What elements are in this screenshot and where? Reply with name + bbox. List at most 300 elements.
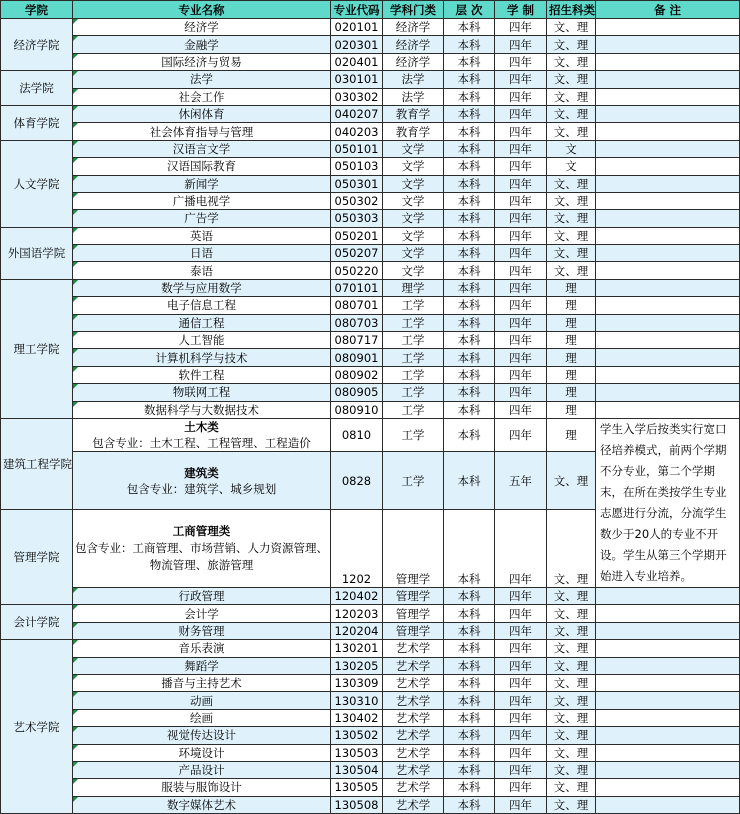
remark-empty-cell — [596, 262, 740, 279]
major-code-cell: 050302 — [331, 192, 383, 209]
level-cell: 本科 — [444, 36, 495, 53]
discipline-cell: 工学 — [383, 366, 444, 383]
major-code-cell: 130205 — [331, 657, 383, 674]
level-cell: 本科 — [444, 674, 495, 691]
remark-empty-cell — [596, 192, 740, 209]
discipline-cell: 文学 — [383, 227, 444, 244]
discipline-cell: 艺术学 — [383, 709, 444, 726]
major-name-cell: 服装与服饰设计 — [73, 779, 331, 796]
college-cell: 外国语学院 — [1, 227, 73, 279]
major-code-cell: 070101 — [331, 279, 383, 296]
table-row — [1, 709, 740, 726]
level-cell: 本科 — [444, 227, 495, 244]
remark-empty-cell — [596, 158, 740, 175]
major-name-cell: 经济学 — [73, 19, 331, 36]
duration-cell: 四年 — [495, 418, 547, 451]
discipline-cell: 工学 — [383, 384, 444, 401]
table-row — [1, 227, 740, 244]
table-body-groups — [1, 418, 740, 604]
subjects-cell: 理 — [547, 401, 596, 418]
table-row — [1, 384, 740, 401]
major-name-cell: 产品设计 — [73, 761, 331, 778]
remark-empty-cell — [596, 332, 740, 349]
subjects-cell: 文、理 — [547, 105, 596, 122]
duration-cell: 四年 — [495, 640, 547, 657]
remark-empty-cell — [596, 384, 740, 401]
table-row — [1, 657, 740, 674]
level-cell: 本科 — [444, 401, 495, 418]
major-code-cell: 050220 — [331, 262, 383, 279]
remark-empty-cell — [596, 657, 740, 674]
header-level: 层 次 — [444, 1, 495, 19]
duration-cell: 四年 — [495, 36, 547, 53]
discipline-cell: 经济学 — [383, 53, 444, 70]
major-code-cell: 130505 — [331, 779, 383, 796]
subjects-cell: 理 — [547, 366, 596, 383]
remark-empty-cell — [596, 761, 740, 778]
subjects-cell: 理 — [547, 332, 596, 349]
college-cell: 经济学院 — [1, 19, 73, 71]
header-discipline: 学科门类 — [383, 1, 444, 19]
major-name-cell: 广播电视学 — [73, 192, 331, 209]
major-name-cell: 数学与应用数学 — [73, 279, 331, 296]
discipline-cell: 管理学 — [383, 622, 444, 639]
major-code-cell: 040207 — [331, 105, 383, 122]
table-row — [1, 640, 740, 657]
duration-cell: 四年 — [495, 366, 547, 383]
subjects-cell: 文、理 — [547, 227, 596, 244]
major-name-cell: 社会体育指导与管理 — [73, 123, 331, 140]
table-row — [1, 674, 740, 691]
remark-empty-cell — [596, 640, 740, 657]
table-row — [1, 401, 740, 418]
duration-cell: 四年 — [495, 796, 547, 813]
duration-cell: 四年 — [495, 692, 547, 709]
major-code-cell: 080703 — [331, 314, 383, 331]
major-name-cell: 会计学 — [73, 605, 331, 622]
header-subjects: 招生科类 — [547, 1, 596, 19]
major-group-cell — [73, 451, 331, 510]
level-cell: 本科 — [444, 71, 495, 88]
subjects-cell: 文、理 — [547, 622, 596, 639]
discipline-cell: 文学 — [383, 245, 444, 262]
major-group-cell — [73, 510, 331, 588]
subjects-cell: 文、理 — [547, 779, 596, 796]
duration-cell: 四年 — [495, 744, 547, 761]
discipline-cell: 艺术学 — [383, 692, 444, 709]
table-row — [1, 36, 740, 53]
remark-empty-cell — [596, 123, 740, 140]
table-row — [1, 297, 740, 314]
major-name-cell: 视觉传达设计 — [73, 727, 331, 744]
level-cell: 本科 — [444, 622, 495, 639]
table-row — [1, 19, 740, 36]
discipline-cell: 艺术学 — [383, 727, 444, 744]
duration-cell: 四年 — [495, 105, 547, 122]
table-row — [1, 140, 740, 157]
major-code-cell: 030302 — [331, 88, 383, 105]
level-cell: 本科 — [444, 314, 495, 331]
duration-cell: 四年 — [495, 71, 547, 88]
subjects-cell: 文、理 — [547, 210, 596, 227]
remark-empty-cell — [596, 88, 740, 105]
level-cell: 本科 — [444, 53, 495, 70]
remark-empty-cell — [596, 401, 740, 418]
level-cell: 本科 — [444, 158, 495, 175]
major-name-cell: 数据科学与大数据技术 — [73, 401, 331, 418]
college-cell: 法学院 — [1, 71, 73, 106]
table-row — [1, 332, 740, 349]
discipline-cell: 教育学 — [383, 105, 444, 122]
remark-empty-cell — [596, 779, 740, 796]
major-code-cell: 050103 — [331, 158, 383, 175]
header-remarks: 备 注 — [596, 1, 740, 19]
duration-cell: 四年 — [495, 709, 547, 726]
duration-cell: 四年 — [495, 158, 547, 175]
major-code-cell: 050301 — [331, 175, 383, 192]
header-college: 学院 — [1, 1, 73, 19]
discipline-cell: 管理学 — [383, 605, 444, 622]
level-cell: 本科 — [444, 279, 495, 296]
major-name-cell: 金融学 — [73, 36, 331, 53]
major-name-cell: 电子信息工程 — [73, 297, 331, 314]
major-name-cell: 国际经济与贸易 — [73, 53, 331, 70]
major-code-cell: 020401 — [331, 53, 383, 70]
major-name-cell: 休闲体育 — [73, 105, 331, 122]
remark-empty-cell — [596, 140, 740, 157]
level-cell: 本科 — [444, 366, 495, 383]
subjects-cell: 文、理 — [547, 262, 596, 279]
discipline-cell: 文学 — [383, 158, 444, 175]
level-cell: 本科 — [444, 510, 495, 588]
table-row — [1, 366, 740, 383]
discipline-cell: 工学 — [383, 418, 444, 451]
duration-cell: 四年 — [495, 510, 547, 588]
table-row — [1, 349, 740, 366]
subjects-cell: 理 — [547, 314, 596, 331]
major-name-cell: 新闻学 — [73, 175, 331, 192]
subjects-cell: 文、理 — [547, 245, 596, 262]
table-row — [1, 779, 740, 796]
major-name-cell: 数字媒体艺术 — [73, 796, 331, 813]
level-cell: 本科 — [444, 332, 495, 349]
major-code-cell: 040203 — [331, 123, 383, 140]
discipline-cell: 艺术学 — [383, 761, 444, 778]
discipline-cell: 管理学 — [383, 510, 444, 588]
major-name-cell: 播音与主持艺术 — [73, 674, 331, 691]
major-group-cell — [73, 418, 331, 451]
major-name-cell: 动画 — [73, 692, 331, 709]
table-row — [1, 123, 740, 140]
remark-empty-cell — [596, 297, 740, 314]
subjects-cell: 文、理 — [547, 510, 596, 588]
table-row — [1, 88, 740, 105]
duration-cell: 四年 — [495, 314, 547, 331]
duration-cell: 四年 — [495, 622, 547, 639]
duration-cell: 四年 — [495, 262, 547, 279]
table-row — [1, 605, 740, 622]
subjects-cell: 理 — [547, 297, 596, 314]
level-cell: 本科 — [444, 418, 495, 451]
subjects-cell: 文、理 — [547, 709, 596, 726]
table-row — [1, 71, 740, 88]
college-cell: 会计学院 — [1, 605, 73, 640]
remark-empty-cell — [596, 175, 740, 192]
subjects-cell: 文、理 — [547, 175, 596, 192]
major-code-cell: 080717 — [331, 332, 383, 349]
discipline-cell: 法学 — [383, 71, 444, 88]
remark-empty-cell — [596, 71, 740, 88]
subjects-cell: 文、理 — [547, 587, 596, 604]
subjects-cell: 文、理 — [547, 796, 596, 813]
duration-cell: 四年 — [495, 123, 547, 140]
major-name-cell: 财务管理 — [73, 622, 331, 639]
table-row — [1, 587, 740, 604]
major-code-cell: 130402 — [331, 709, 383, 726]
subjects-cell: 文、理 — [547, 451, 596, 510]
major-code-cell: 1202 — [331, 510, 383, 588]
subjects-cell: 文、理 — [547, 19, 596, 36]
subjects-cell: 理 — [547, 279, 596, 296]
remark-empty-cell — [596, 727, 740, 744]
subjects-cell: 理 — [547, 418, 596, 451]
duration-cell: 五年 — [495, 451, 547, 510]
level-cell: 本科 — [444, 262, 495, 279]
major-group-includes: 包含专业：建筑学、城乡规划 — [126, 481, 277, 496]
discipline-cell: 工学 — [383, 451, 444, 510]
duration-cell: 四年 — [495, 297, 547, 314]
major-name-cell: 法学 — [73, 71, 331, 88]
remark-empty-cell — [596, 53, 740, 70]
duration-cell: 四年 — [495, 140, 547, 157]
remark-empty-cell — [596, 605, 740, 622]
header-duration: 学 制 — [495, 1, 547, 19]
duration-cell: 四年 — [495, 779, 547, 796]
remark-empty-cell — [596, 622, 740, 639]
subjects-cell: 文、理 — [547, 692, 596, 709]
remark-empty-cell — [596, 674, 740, 691]
level-cell: 本科 — [444, 297, 495, 314]
header-row — [1, 1, 740, 19]
duration-cell: 四年 — [495, 605, 547, 622]
major-code-cell: 080910 — [331, 401, 383, 418]
level-cell: 本科 — [444, 192, 495, 209]
duration-cell: 四年 — [495, 279, 547, 296]
discipline-cell: 理学 — [383, 279, 444, 296]
discipline-cell: 工学 — [383, 349, 444, 366]
discipline-cell: 工学 — [383, 332, 444, 349]
major-group-includes: 包含专业：土木工程、工程管理、工程造价 — [92, 435, 311, 450]
major-code-cell: 080701 — [331, 297, 383, 314]
table-row — [1, 192, 740, 209]
duration-cell: 四年 — [495, 19, 547, 36]
college-cell: 体育学院 — [1, 105, 73, 140]
remark-empty-cell — [596, 36, 740, 53]
discipline-cell: 文学 — [383, 140, 444, 157]
duration-cell: 四年 — [495, 88, 547, 105]
level-cell: 本科 — [444, 384, 495, 401]
remark-empty-cell — [596, 587, 740, 604]
duration-cell: 四年 — [495, 761, 547, 778]
major-name-cell: 英语 — [73, 227, 331, 244]
discipline-cell: 艺术学 — [383, 779, 444, 796]
table-row — [1, 314, 740, 331]
level-cell: 本科 — [444, 657, 495, 674]
table-body-upper — [1, 19, 740, 419]
subjects-cell: 文、理 — [547, 761, 596, 778]
subjects-cell: 文、理 — [547, 674, 596, 691]
remark-empty-cell — [596, 314, 740, 331]
major-name-cell: 行政管理 — [73, 587, 331, 604]
table-row — [1, 279, 740, 296]
major-code-cell: 120203 — [331, 605, 383, 622]
table-row — [1, 158, 740, 175]
level-cell: 本科 — [444, 19, 495, 36]
remark-empty-cell — [596, 692, 740, 709]
duration-cell: 四年 — [495, 210, 547, 227]
major-code-cell: 0828 — [331, 451, 383, 510]
duration-cell: 四年 — [495, 245, 547, 262]
major-code-cell: 080902 — [331, 366, 383, 383]
discipline-cell: 艺术学 — [383, 657, 444, 674]
remark-empty-cell — [596, 210, 740, 227]
college-cell: 管理学院 — [1, 510, 73, 605]
discipline-cell: 法学 — [383, 88, 444, 105]
major-code-cell: 130502 — [331, 727, 383, 744]
subjects-cell: 文、理 — [547, 657, 596, 674]
major-code-cell: 050207 — [331, 245, 383, 262]
table-row — [1, 175, 740, 192]
major-code-cell: 130309 — [331, 674, 383, 691]
table-row — [1, 53, 740, 70]
level-cell: 本科 — [444, 779, 495, 796]
college-cell: 理工学院 — [1, 279, 73, 418]
subjects-cell: 文、理 — [547, 744, 596, 761]
major-code-cell: 050201 — [331, 227, 383, 244]
remark-empty-cell — [596, 366, 740, 383]
duration-cell: 四年 — [495, 349, 547, 366]
duration-cell: 四年 — [495, 674, 547, 691]
level-cell: 本科 — [444, 605, 495, 622]
major-code-cell: 050303 — [331, 210, 383, 227]
duration-cell: 四年 — [495, 401, 547, 418]
table-row — [1, 210, 740, 227]
discipline-cell: 管理学 — [383, 587, 444, 604]
duration-cell: 四年 — [495, 332, 547, 349]
major-name-cell: 软件工程 — [73, 366, 331, 383]
table-row — [1, 622, 740, 639]
major-code-cell: 120204 — [331, 622, 383, 639]
remark-empty-cell — [596, 227, 740, 244]
major-name-cell: 人工智能 — [73, 332, 331, 349]
major-name-cell: 汉语言文学 — [73, 140, 331, 157]
subjects-cell: 文、理 — [547, 727, 596, 744]
remark-empty-cell — [596, 245, 740, 262]
remark-cell: 学生入学后按类实行宽口径培养模式，前两个学期不分专业，第二个学期末，在所在类按学生专业志愿进行分流，分流学生数少于20人的专业不开设。学生从第三个学期开始进入专业培养。 — [596, 418, 740, 587]
level-cell: 本科 — [444, 88, 495, 105]
major-name-cell: 汉语国际教育 — [73, 158, 331, 175]
major-code-cell: 020301 — [331, 36, 383, 53]
duration-cell: 四年 — [495, 657, 547, 674]
table-row — [1, 761, 740, 778]
discipline-cell: 艺术学 — [383, 640, 444, 657]
discipline-cell: 工学 — [383, 401, 444, 418]
remark-empty-cell — [596, 279, 740, 296]
header-major-code: 专业代码 — [331, 1, 383, 19]
major-name-cell: 通信工程 — [73, 314, 331, 331]
major-name-cell: 计算机科学与技术 — [73, 349, 331, 366]
subjects-cell: 文、理 — [547, 123, 596, 140]
level-cell: 本科 — [444, 140, 495, 157]
major-group-title: 工商管理类 — [172, 524, 231, 539]
major-name-cell: 物联网工程 — [73, 384, 331, 401]
level-cell: 本科 — [444, 123, 495, 140]
table-row — [1, 692, 740, 709]
major-group-title: 土木类 — [184, 419, 219, 434]
table-row — [1, 245, 740, 262]
level-cell: 本科 — [444, 709, 495, 726]
level-cell: 本科 — [444, 587, 495, 604]
college-cell: 人文学院 — [1, 140, 73, 227]
duration-cell: 四年 — [495, 587, 547, 604]
level-cell: 本科 — [444, 245, 495, 262]
table-row — [1, 105, 740, 122]
level-cell: 本科 — [444, 692, 495, 709]
major-name-cell: 舞蹈学 — [73, 657, 331, 674]
major-group-title: 建筑类 — [184, 465, 219, 480]
subjects-cell: 理 — [547, 384, 596, 401]
table-body-lower — [1, 605, 740, 814]
subjects-cell: 文 — [547, 158, 596, 175]
college-cell: 建筑工程学院 — [1, 418, 73, 510]
discipline-cell: 艺术学 — [383, 744, 444, 761]
duration-cell: 四年 — [495, 727, 547, 744]
level-cell: 本科 — [444, 640, 495, 657]
major-name-cell: 社会工作 — [73, 88, 331, 105]
duration-cell: 四年 — [495, 384, 547, 401]
remark-empty-cell — [596, 796, 740, 813]
table-row — [1, 744, 740, 761]
subjects-cell: 文、理 — [547, 71, 596, 88]
major-code-cell: 130504 — [331, 761, 383, 778]
duration-cell: 四年 — [495, 175, 547, 192]
discipline-cell: 文学 — [383, 192, 444, 209]
discipline-cell: 教育学 — [383, 123, 444, 140]
level-cell: 本科 — [444, 761, 495, 778]
subjects-cell: 文、理 — [547, 192, 596, 209]
discipline-cell: 艺术学 — [383, 674, 444, 691]
level-cell: 本科 — [444, 210, 495, 227]
major-code-cell: 130508 — [331, 796, 383, 813]
major-name-cell: 环境设计 — [73, 744, 331, 761]
discipline-cell: 经济学 — [383, 19, 444, 36]
remark-empty-cell — [596, 744, 740, 761]
subjects-cell: 文、理 — [547, 53, 596, 70]
remark-empty-cell — [596, 19, 740, 36]
subjects-cell: 文、理 — [547, 88, 596, 105]
subjects-cell: 文 — [547, 140, 596, 157]
major-code-cell: 120402 — [331, 587, 383, 604]
discipline-cell: 工学 — [383, 297, 444, 314]
level-cell: 本科 — [444, 796, 495, 813]
duration-cell: 四年 — [495, 227, 547, 244]
major-name-cell: 广告学 — [73, 210, 331, 227]
major-code-cell: 0810 — [331, 418, 383, 451]
major-code-cell: 020101 — [331, 19, 383, 36]
level-cell: 本科 — [444, 744, 495, 761]
level-cell: 本科 — [444, 451, 495, 510]
duration-cell: 四年 — [495, 192, 547, 209]
